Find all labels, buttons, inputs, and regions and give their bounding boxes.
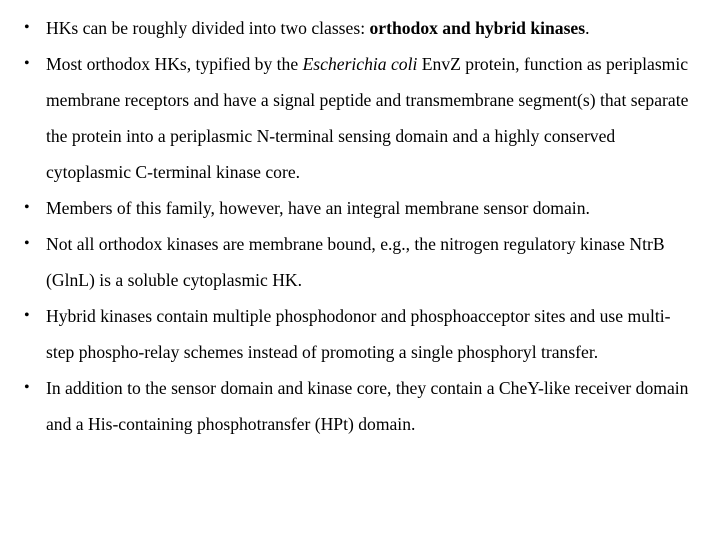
bullet-item-ntrb xyxy=(24,226,694,298)
bullet-item-receiver xyxy=(24,370,694,442)
bullet-item-hybrid xyxy=(24,298,694,370)
bullet-marker: • xyxy=(24,235,30,252)
bullet-text: In addition to the sensor domain and kinase core, they contain a CheY-like receiver domain and a His-containing phosphotransfer (HPt) domain. xyxy=(46,378,689,434)
bullet-item-orthodox xyxy=(24,46,694,190)
bullet-marker: • xyxy=(24,55,30,72)
bullet-text: HKs can be roughly divided into two classes: xyxy=(46,18,370,38)
bullet-marker: • xyxy=(24,307,30,324)
bullet-text: Not all orthodox kinases are membrane bound, e.g., the nitrogen regulatory kinase NtrB (GlnL) is a soluble cytoplasmic HK. xyxy=(46,234,665,290)
bullet-marker: • xyxy=(24,199,30,216)
bullet-item-family xyxy=(24,190,694,226)
bullet-text: Most orthodox HKs, typified by the xyxy=(46,54,303,74)
bullet-text: Members of this family, however, have an integral membrane sensor domain. xyxy=(46,198,590,218)
bullet-italic-text: Escherichia coli xyxy=(302,54,418,74)
bullet-marker: • xyxy=(24,379,30,396)
bullet-bold-text: orthodox and hybrid kinases xyxy=(369,18,586,38)
bullet-text-end: EnvZ protein, function as periplasmic membrane receptors and have a signal peptide and transmembrane segment(s) that separate the protein into a periplasmic N-terminal sensing domain and a highly conserved cytoplasmic C-terminal kinase core. xyxy=(46,54,689,182)
bullet-list xyxy=(24,10,694,442)
bullet-item-classes xyxy=(24,10,694,46)
bullet-marker: • xyxy=(24,19,30,36)
bullet-text: Hybrid kinases contain multiple phosphodonor and phosphoacceptor sites and use multi-step phospho-relay schemes instead of promoting a single phosphoryl transfer. xyxy=(46,306,671,362)
bullet-text-end: . xyxy=(585,18,590,38)
